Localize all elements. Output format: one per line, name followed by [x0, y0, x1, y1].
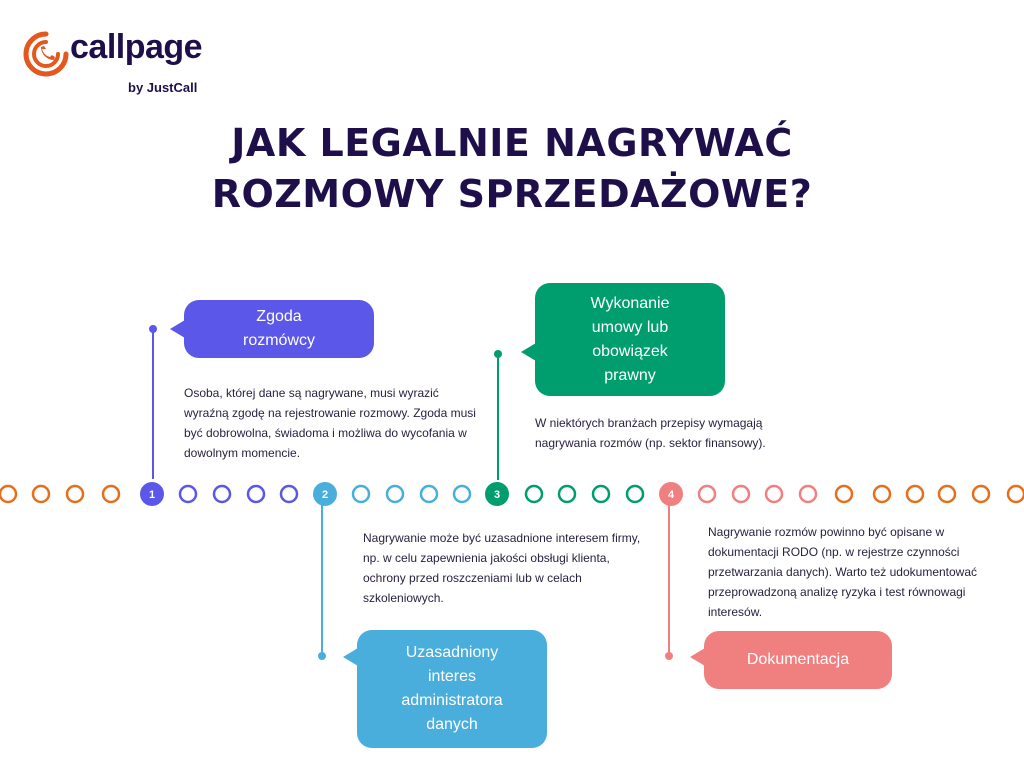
timeline-ring [33, 486, 49, 502]
step-1-number: 1 [148, 489, 156, 501]
timeline-ring [939, 486, 955, 502]
timeline-ring [248, 486, 264, 502]
step-2-box [357, 630, 547, 748]
step-4-box [704, 631, 892, 689]
step-2-description: Nagrywanie może być uzasadnione interesem firmy, np. w celu zapewnienia jakości obsługi klienta, ochrony przed roszczeniami lub w celach szkoleniowych. [363, 531, 641, 605]
timeline-ring [526, 486, 542, 502]
timeline-ring [699, 486, 715, 502]
timeline-ring [627, 486, 643, 502]
step-4-pointer [690, 648, 705, 666]
timeline-ring [559, 486, 575, 502]
callpage-logo-icon [22, 30, 70, 78]
timeline-ring [836, 486, 852, 502]
timeline-ring [387, 486, 403, 502]
step-4-description: Nagrywanie rozmów powinno być opisane w dokumentacji RODO (np. w rejestrze czynności przetwarzania danych). Warto też udokumentować przeprowadzoną analizę ryzyka i test równowagi interesów. [708, 525, 978, 619]
step-1-description: Osoba, której dane są nagrywane, musi wyrazić wyraźną zgodę na rejestrowanie rozmowy. Zgoda musi być dobrowolna, świadoma i możliwa do wycofania w dowolnym momencie. [184, 386, 476, 460]
timeline-ring [180, 486, 196, 502]
step-1-connector-dot [149, 325, 157, 333]
step-3-label-line: umowy lub [591, 318, 669, 336]
title-line-2: ROZMOWY SPRZEDAŻOWE? [211, 172, 813, 216]
step-1-pointer [170, 320, 185, 338]
step-3-connector [497, 355, 499, 480]
step-3-label-line: Wykonanie [590, 294, 670, 312]
brand-tagline: by JustCall [128, 80, 198, 95]
timeline-ring [766, 486, 782, 502]
timeline-ring [0, 486, 16, 502]
timeline-ring [353, 486, 369, 502]
step-4-connector [668, 505, 670, 655]
step-3-label-line: obowiązek [592, 342, 668, 360]
step-2-pointer [343, 648, 358, 666]
timeline-ring [454, 486, 470, 502]
timeline-ring [907, 486, 923, 502]
timeline-ring [593, 486, 609, 502]
step-1-label-line: rozmówcy [242, 332, 315, 349]
step-2-label-line: interes [427, 668, 477, 685]
step-4-label-line: Dokumentacja [746, 651, 850, 668]
step-4-number: 4 [667, 489, 675, 501]
timeline [0, 470, 1024, 518]
timeline-ring [1008, 486, 1024, 502]
step-3-connector-dot [494, 350, 502, 358]
timeline-ring [281, 486, 297, 502]
step-1-connector [152, 329, 154, 479]
page-title [0, 118, 1024, 220]
step-2-label-line: Uzasadniony [405, 644, 499, 661]
step-3-pointer [521, 343, 536, 361]
step-3-number: 3 [493, 489, 501, 501]
step-3-label-line: prawny [604, 366, 656, 384]
step-3-description: W niektórych branżach przepisy wymagają nagrywania rozmów (np. sektor finansowy). [535, 416, 766, 450]
brand-name: callpage [70, 28, 203, 66]
step-2-number: 2 [321, 489, 329, 501]
step-2-connector-dot [318, 652, 326, 660]
timeline-ring [973, 486, 989, 502]
timeline-ring [214, 486, 230, 502]
step-2-connector [321, 505, 323, 655]
step-1-box [184, 300, 374, 358]
timeline-ring [103, 486, 119, 502]
step-4-connector-dot [665, 652, 673, 660]
timeline-ring [800, 486, 816, 502]
title-line-1: JAK LEGALNIE NAGRYWAĆ [231, 121, 793, 165]
timeline-ring [874, 486, 890, 502]
step-3-box [535, 283, 725, 396]
timeline-ring [67, 486, 83, 502]
step-2-label-line: administratora [401, 692, 503, 709]
step-1-label-line: Zgoda [256, 308, 302, 325]
step-2-label-line: danych [426, 716, 478, 733]
timeline-ring [733, 486, 749, 502]
timeline-ring [421, 486, 437, 502]
